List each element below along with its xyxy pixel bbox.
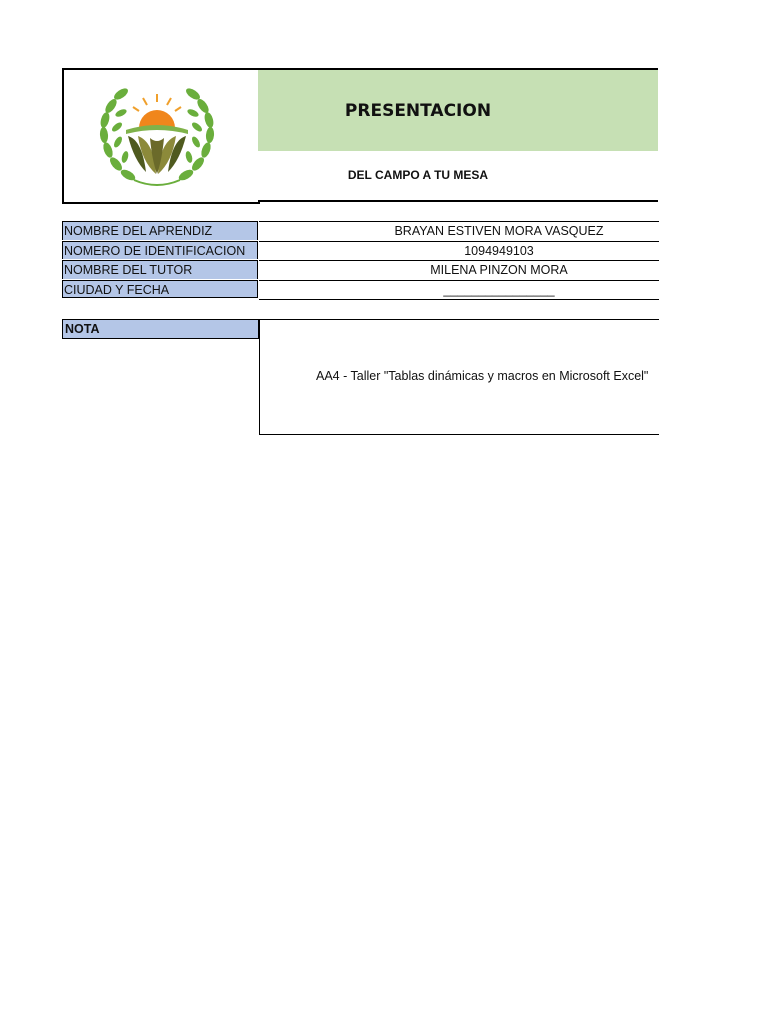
info-value-cell[interactable]	[259, 241, 659, 261]
nota-text: AA4 - Taller "Tablas dinámicas y macros en Microsoft Excel"	[316, 369, 649, 383]
info-value: 1094949103	[464, 243, 534, 258]
info-label: CIUDAD Y FECHA	[62, 280, 258, 299]
info-value: MILENA PINZON MORA	[430, 263, 568, 277]
page-subtitle: DEL CAMPO A TU MESA	[347, 168, 489, 182]
subtitle-cell	[258, 151, 658, 202]
laurel-farm-logo-icon	[94, 80, 220, 192]
logo-cell	[62, 68, 260, 204]
nota-box[interactable]	[259, 319, 659, 435]
page-title: PRESENTACION	[344, 100, 492, 121]
header-block	[62, 68, 622, 203]
title-cell	[258, 68, 658, 153]
info-value: BRAYAN ESTIVEN MORA VASQUEZ	[394, 224, 604, 238]
info-value: ________________	[443, 282, 555, 297]
info-value-cell[interactable]	[259, 221, 659, 241]
nota-label: NOTA	[62, 319, 259, 339]
info-label: NOMBRE DEL APRENDIZ	[62, 221, 258, 240]
info-label: NOMERO DE IDENTIFICACION	[62, 241, 258, 260]
info-label: NOMBRE DEL TUTOR	[62, 260, 258, 279]
info-value-cell[interactable]	[259, 260, 659, 280]
info-value-cell[interactable]	[259, 280, 659, 301]
